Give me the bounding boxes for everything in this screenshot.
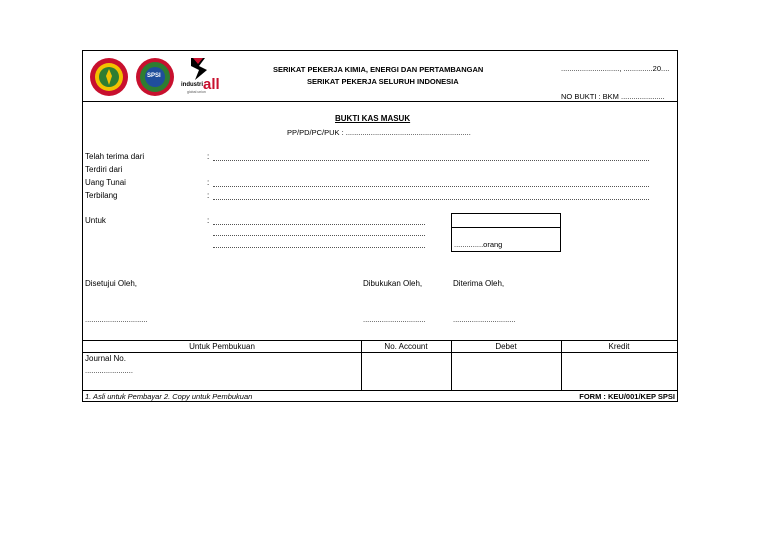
field-untuk-2[interactable] <box>213 235 425 236</box>
spsi-logo <box>135 57 175 97</box>
field-telah-terima[interactable] <box>213 160 649 161</box>
colon: : <box>207 178 210 187</box>
industriall-logo <box>181 56 219 98</box>
field-terbilang[interactable] <box>213 199 649 200</box>
colon: : <box>207 216 210 225</box>
col-header-kredit: Kredit <box>608 342 630 351</box>
table-header-border <box>83 352 677 353</box>
spsi-logo-text: SPSI <box>147 73 161 79</box>
label-diterima: Diterima Oleh, <box>453 279 505 288</box>
label-terdiri: Terdiri dari <box>85 165 123 174</box>
sign-dibukukan[interactable]: .............................. <box>363 315 426 324</box>
col-header-untuk-pembukuan: Untuk Pembukuan <box>189 342 255 351</box>
header-divider <box>83 101 677 102</box>
label-disetujui: Disetujui Oleh, <box>85 279 138 288</box>
org-name-line1: SERIKAT PEKERJA KIMIA, ENERGI DAN PERTAMBANGAN <box>273 65 484 74</box>
industriall-logo-mark: all <box>203 76 220 93</box>
col-header-debet: Debet <box>495 342 517 351</box>
sign-disetujui[interactable]: .............................. <box>85 315 148 324</box>
label-dibukukan: Dibukukan Oleh, <box>363 279 423 288</box>
label-uang-tunai: Uang Tunai <box>85 178 126 187</box>
journal-label: Journal No. <box>85 354 126 363</box>
industriall-logo-text: industri <box>181 82 203 88</box>
no-bukti: NO BUKTI : BKM ..................... <box>561 92 665 101</box>
journal-number[interactable]: ....................... <box>85 366 133 375</box>
colon: : <box>207 191 210 200</box>
amount-box[interactable] <box>451 213 561 252</box>
industriall-logo-sub: global union <box>187 90 206 94</box>
table-top-border <box>83 340 677 341</box>
bukti-kas-masuk-form <box>82 50 678 402</box>
table-bottom-border <box>83 390 677 391</box>
label-terbilang: Terbilang <box>85 191 118 200</box>
label-telah-terima: Telah terima dari <box>85 152 145 161</box>
sign-diterima[interactable]: .............................. <box>453 315 516 324</box>
col-header-no-account: No. Account <box>384 342 428 351</box>
copy-note: 1. Asli untuk Pembayar 2. Copy untuk Pembukuan <box>85 392 253 401</box>
orang-count: ..............orang <box>454 240 503 249</box>
amount-box-divider <box>452 227 560 228</box>
unit-line: PP/PD/PC/PUK : ............................................................ <box>287 128 471 137</box>
union-emblem-logo <box>89 57 129 97</box>
colon: : <box>207 152 210 161</box>
field-uang-tunai[interactable] <box>213 186 649 187</box>
field-untuk-1[interactable] <box>213 224 425 225</box>
form-title: BUKTI KAS MASUK <box>335 114 411 123</box>
date-line: ............................, ..............20.... <box>561 64 670 73</box>
org-name-line2: SERIKAT PEKERJA SELURUH INDONESIA <box>307 77 459 86</box>
field-untuk-3[interactable] <box>213 247 425 248</box>
form-code: FORM : KEU/001/KEP SPSI <box>579 392 675 401</box>
label-untuk: Untuk <box>85 216 106 225</box>
